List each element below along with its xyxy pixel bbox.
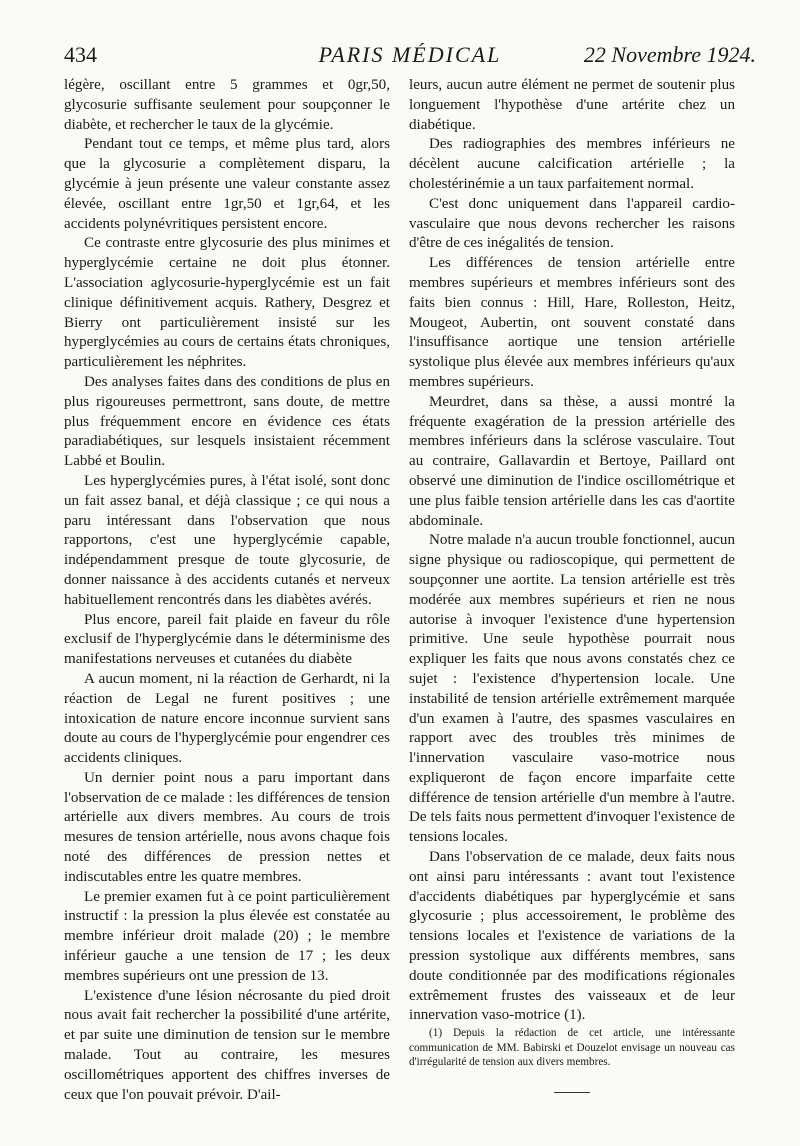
paragraph: A aucun moment, ni la réaction de Gerhardt, ni la réaction de Legal ne furent positives ; une intoxication de nature encore inconnue survient sans doute au cours de l'hyperglycémie pour engendrer ces accidents cliniques. — [64, 670, 390, 767]
paragraph: Des analyses faites dans des conditions de plus en plus rigoureuses permettront, sans doute, de mettre plus fréquemment encore en évidence ces états paradiabétiques, sur lesquels insistaient récemment Labbé et Boulin. — [64, 373, 390, 470]
end-rule — [554, 1092, 590, 1093]
paragraph: Ce contraste entre glycosurie des plus minimes et hyperglycémie certaine ne doit plus étonner. L'association aglycosurie-hyperglycémie est un fait clinique définitivement acquis. Rathery, Desgrez et Bierry ont particulièrement insisté sur les hyperglycémies au cours de certains états chroniques, particulièrement les néphrites. — [64, 235, 390, 371]
paragraph: Le premier examen fut à ce point particulièrement instructif : la pression la plus élevée est constatée au membre inférieur droit malade (20) ; le membre inférieur gauche a une tension de 17 ; les deux membres supérieurs ont une pression de 13. — [64, 888, 390, 984]
journal-title: PARIS MÉDICAL — [318, 42, 502, 67]
footnote: (1) Depuis la rédaction de cet article, une intéressante communication de MM. Babirski et Douzelot envisage un nouveau cas d'irrégularité de tension aux divers membres. — [409, 1027, 735, 1069]
left-column — [64, 76, 390, 1105]
paragraph: Un dernier point nous a paru important dans l'observation de ce malade : les différences de tension artérielle aux divers membres. Au cours de trois mesures de tension artérielle, nous avons chaque fois noté des différences de pression nettes et indiscutables entre les quatre membres. — [64, 769, 390, 885]
paragraph: Des radiographies des membres inférieurs ne décèlent aucune calcification artérielle ; la cholestérinémie a un taux parfaitement normal. — [409, 136, 735, 192]
paragraph: L'existence d'une lésion nécrosante du pied droit nous avait fait rechercher la possibilité d'une artérite, et par suite une diminution de tension sur le membre malade. Tout au contraire, les mesures oscillométriques apportent des chiffres inverses de ceux que l'on pouvait prévoir. D'ail- — [64, 987, 390, 1103]
paragraph: leurs, aucun autre élément ne permet de soutenir plus longuement l'hypothèse d'une artérite chez un diabétique. — [409, 77, 735, 133]
paragraph: Les différences de tension artérielle entre membres supérieurs et membres inférieurs sont des faits bien connus : Hill, Hare, Rolleston, Heitz, Mougeot, Aubertin, ont souvent constaté dans l'insuffisance aortique une tension artérielle systolique plus élevée aux membres inférieurs qu'aux membres supérieurs. — [409, 255, 735, 390]
paragraph: Plus encore, pareil fait plaide en faveur du rôle exclusif de l'hyperglycémie dans le déterminisme des manifestations nerveuses et cutanées du diabète — [64, 611, 390, 668]
paragraph: Dans l'observation de ce malade, deux faits nous ont ainsi paru intéressants : avant tout l'existence d'accidents diabétiques par hyperglycémie et sans glycosurie ; plus accessoirement, le problème des tensions locales et l'existence de variations de la pression systolique aux différents membres, sans doute conditionnée par des modifications régionales extrêmement frustes des vaisseaux et de leur innervation vaso-motrice (1). — [409, 849, 735, 1024]
issue-date: 22 Novembre 1924. — [583, 42, 756, 67]
paragraph: Les hyperglycémies pures, à l'état isolé, sont donc un fait assez banal, et déjà classique ; ce qui nous a paru intéressant dans l'observation que nous rapportons, c'est une hyperglycémie capable, indépendamment presque de toute glycosurie, de donner naissance à des accidents cutanés et nerveux habituellement rencontrés dans les diabètes avérés. — [64, 472, 390, 608]
page-header — [64, 40, 756, 70]
paragraph: légère, oscillant entre 5 grammes et 0gr,50, glycosurie suffisante seulement pour soupçonner le diabète, et rechercher le taux de la glycémie. — [64, 77, 390, 133]
paragraph: Notre malade n'a aucun trouble fonctionnel, aucun signe physique ou radioscopique, qui permettent de soupçonner une aortite. La tension artérielle est très modérée aux membres supérieurs et rien ne nous autorise à invoquer l'existence d'une hypertension primitive. Une seule hypothèse pourrait nous expliquer les faits que nous avons constatés chez ce sujet : l'existence d'hypertension locale. Une instabilité de tension artérielle extrêmement marquée d'un examen à l'autre, des spasmes vasculaires en rapport avec des troubles très minimes de l'innervation vasculaire vaso-motrice nous expliqueront de façon encore imparfaite cette différence de tension artérielle d'un membre à l'autre. De tels faits nous permettent d'invoquer l'existence de tensions locales. — [409, 532, 735, 846]
right-column — [409, 76, 735, 1093]
paragraph: C'est donc uniquement dans l'appareil cardio-vasculaire que nous devons rechercher les raisons d'être de ces inégalités de tension. — [409, 195, 735, 252]
page-number: 434 — [64, 42, 97, 67]
paragraph: Meurdret, dans sa thèse, a aussi montré la fréquente exagération de la pression artérielle des membres inférieurs dans la sclérose vasculaire. Tout au contraire, Gallavardin et Bertoye, Paillard ont observé une diminution de l'indice oscillométrique et une plus faible tension artérielle dans les cas d'aortite abdominale. — [409, 393, 735, 529]
paragraph: Pendant tout ce temps, et même plus tard, alors que la glycosurie a complètement disparu, la glycémie à jeun présente une valeur constante assez élevée, oscillant entre 1gr,50 et 1gr,64, et les accidents polynévritiques persistent encore. — [64, 136, 390, 232]
